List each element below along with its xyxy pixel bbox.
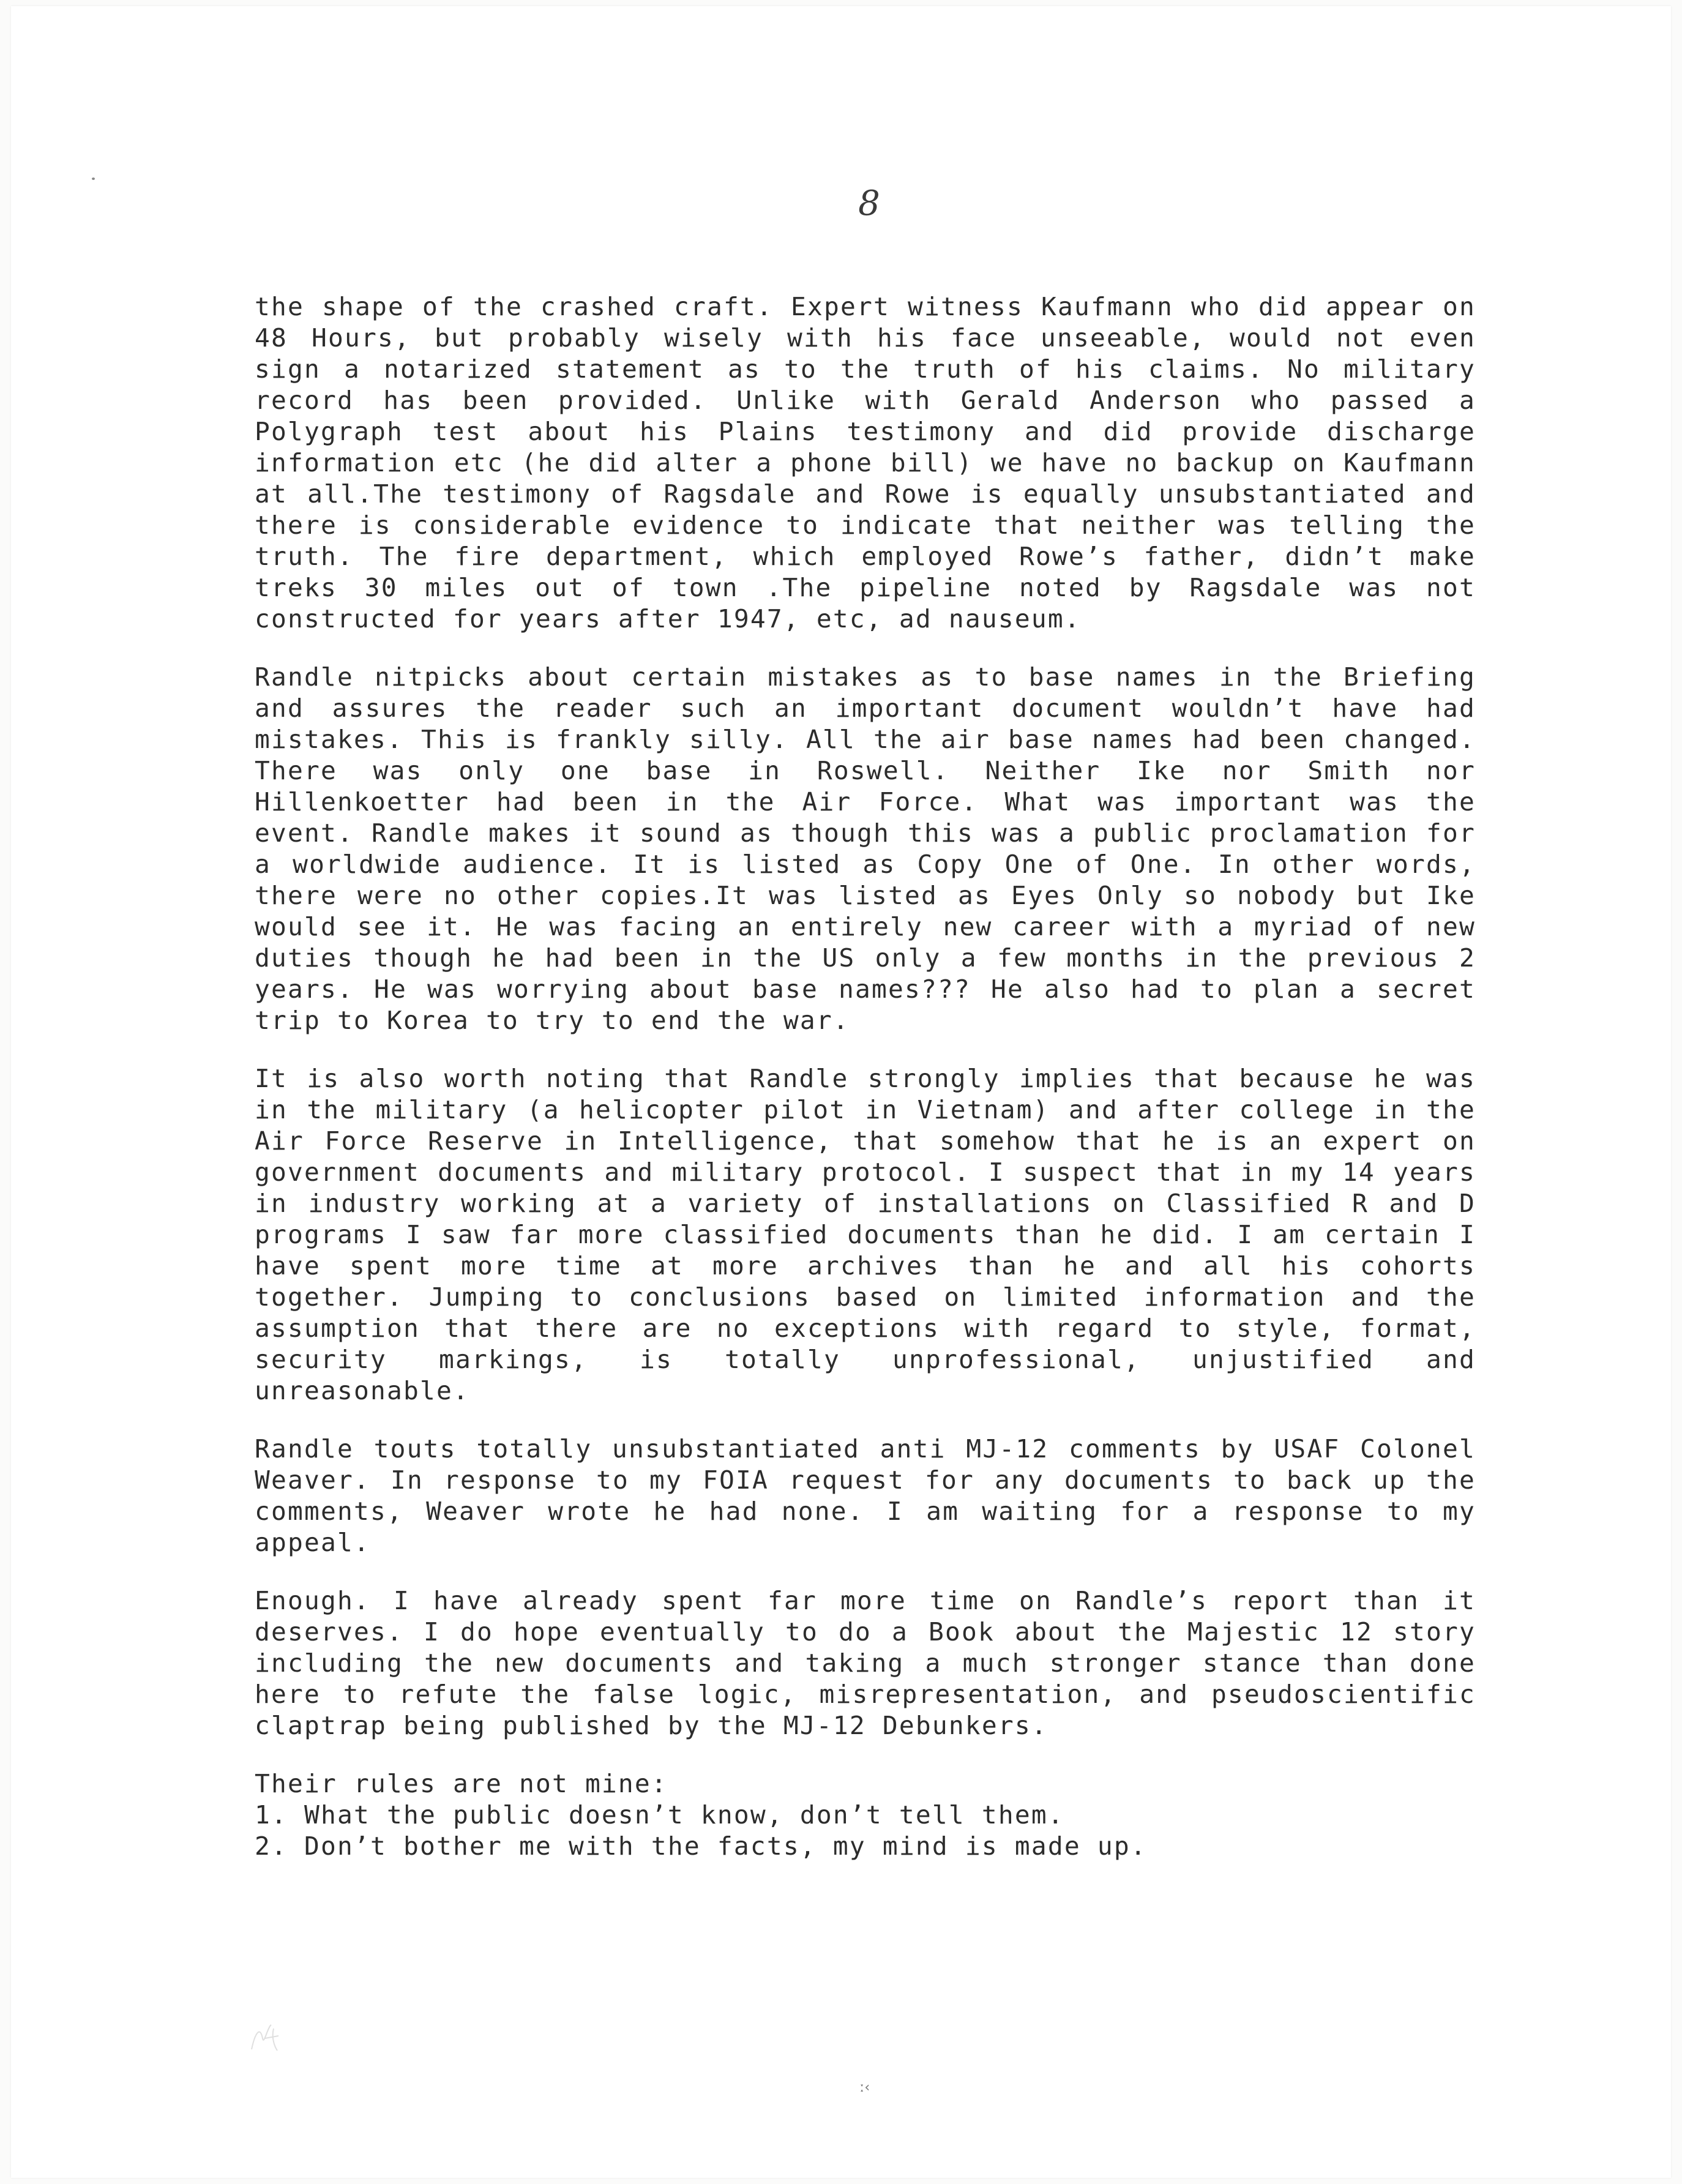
page-number: 8 (858, 184, 880, 223)
rule-item: 1. What the public doesn’t know, don’t tell them. (255, 1800, 1064, 1830)
paper-sheet (11, 6, 1671, 2178)
paper-smudge (92, 178, 95, 180)
footer-mark: ː‹ (860, 2080, 870, 2095)
paragraph-kaufmann-testimony: the shape of the crashed craft. Expert witness Kaufmann who did appear on 48 Hours, but probably wisely with his face unseeable, would not even sign a notarized statement as to the truth of his claims. No military record has been provided. Unlike with Gerald Anderson who passed a Polygraph test about his Plains testimony and did provide discharge information etc (he did alter a phone bill) we have no backup on Kaufmann at all.The testimony of Ragsdale and Rowe is equally unsubstantiated and there is considerable evidence to indicate that neither was telling the truth. The fire department, which employed Rowe’s father, didn’t make treks 30 miles out of town .The pipeline noted by Ragsdale was not constructed for years after 1947, etc, ad nauseum. (255, 292, 1476, 634)
faint-handwritten-mark (247, 2020, 283, 2054)
rule-item: 2. Don’t bother me with the facts, my mind is made up. (255, 1831, 1147, 1861)
paragraph-randle-expertise: It is also worth noting that Randle strongly implies that because he was in the military (a helicopter pilot in Vietnam) and after college in the Air Force Reserve in Intelligence, that somehow that he is an expert on government documents and military protocol. I suspect that in my 14 years in industry working at a variety of installations on Classified R and D programs I saw far more classified documents than he did. I am certain I have spent more time at more archives than he and all his cohorts together. Jumping to conclusions based on limited information and the assumption that there are no exceptions with regard to style, format, security markings, is totally unprofessional, unjustified and unreasonable. (255, 1064, 1476, 1405)
paragraph-conclusion: Enough. I have already spent far more time on Randle’s report than it deserves. I do hope eventually to do a Book about the Majestic 12 story including the new documents and taking a much stronger stance than done here to refute the false logic, misrepresentation, and pseudoscientific claptrap being published by the MJ-12 Debunkers. (255, 1586, 1476, 1740)
document-body (255, 291, 1476, 1862)
paragraph-base-names: Randle nitpicks about certain mistakes as to base names in the Briefing and assures the reader such an important document wouldn’t have had mistakes. This is frankly silly. All the air base names had been changed. There was only one base in Roswell. Neither Ike nor Smith nor Hillenkoetter had been in the Air Force. What was important was the event. Randle makes it sound as though this was a public proclamation for a worldwide audience. It is listed as Copy One of One. In other words, there were no other copies.It was listed as Eyes Only so nobody but Ike would see it. He was facing an entirely new career with a myriad of new duties though he had been in the US only a few months in the previous 2 years. He was worrying about base names??? He also had to plan a secret trip to Korea to try to end the war. (255, 662, 1476, 1035)
paragraph-weaver-foia: Randle touts totally unsubstantiated anti MJ-12 comments by USAF Colonel Weaver. In response to my FOIA request for any documents to back up the comments, Weaver wrote he had none. I am waiting for a response to my appeal. (255, 1434, 1476, 1557)
rules-heading: Their rules are not mine: (255, 1769, 668, 1798)
